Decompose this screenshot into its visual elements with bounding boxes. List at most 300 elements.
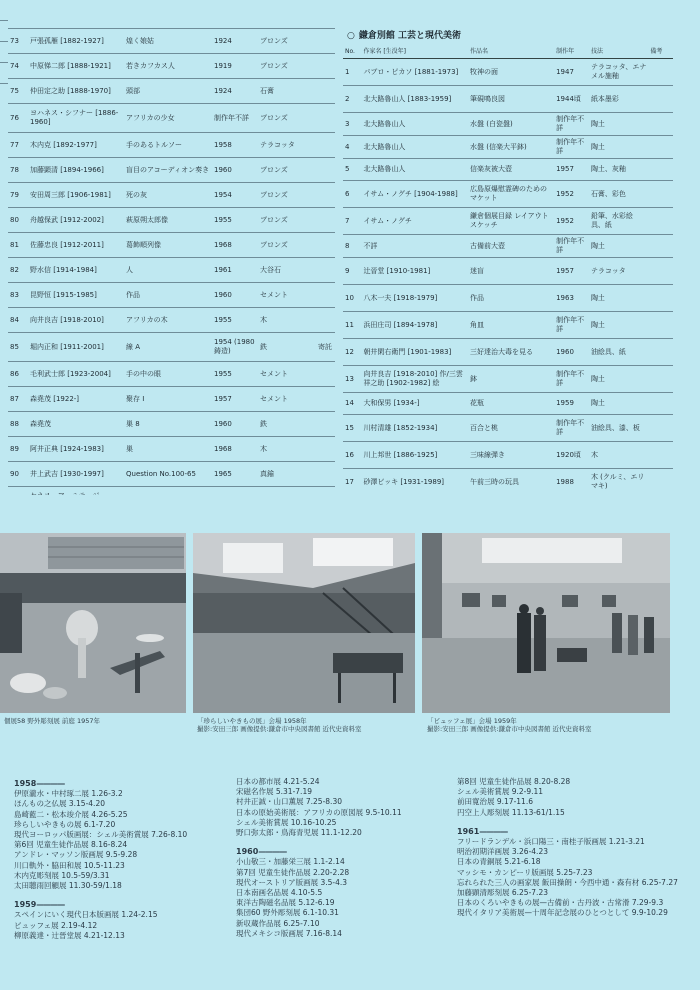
cell-no: 89 (8, 437, 28, 462)
cell-artist: 不詳 (361, 235, 468, 258)
cell-note (648, 136, 673, 159)
cell-year: 1955 (212, 308, 258, 333)
cell-title: 迷盲 (468, 258, 554, 285)
cell-title: 作品 (124, 283, 212, 308)
chronology-entry: 宋磁名作展 5.31-7.19 (236, 787, 312, 797)
cell-title: 若きカフカス人 (124, 54, 212, 79)
cell-note (648, 208, 673, 235)
table-row (8, 79, 335, 104)
cell-note (316, 387, 335, 412)
cell-medium: 石膏、彩色 (589, 181, 648, 208)
cell-title: 巣 (124, 437, 212, 462)
cell-year: 1954 (1980鋳造) (212, 333, 258, 362)
cell-no: 82 (8, 258, 28, 283)
cell-no: 90 (8, 462, 28, 487)
table-row (8, 158, 335, 183)
chronology-entry: 円空上人彫刻展 11.13-61/1.15 (457, 807, 565, 817)
cell-note (316, 79, 335, 104)
cell-medium: 陶土 (589, 393, 648, 415)
cell-medium: 陶土 (589, 366, 648, 393)
header-note: 備考 (648, 44, 673, 59)
photo-pottery-exhibit-hall (193, 533, 415, 713)
cell-note (648, 312, 673, 339)
cell-no: 80 (8, 208, 28, 233)
cell-artist: 大和保男 [1934-] (361, 393, 468, 415)
cell-artist: 戸張孤雁 [1882-1927] (28, 29, 124, 54)
cell-medium: セメント (258, 283, 316, 308)
chronology-year-label: 1958 (14, 779, 37, 788)
table-row (343, 113, 673, 136)
cell-artist: 野水信 [1914-1984] (28, 258, 124, 283)
chronology-entry: 第6回 児童生徒作品展 8.16-8.24 (14, 840, 128, 850)
cell-year: 1944頃 (554, 86, 589, 113)
cell-note (316, 437, 335, 462)
cell-note (316, 104, 335, 133)
cell-year: 制作年不詳 (554, 136, 589, 159)
cell-artist: 加藤顕清 [1894-1966] (28, 158, 124, 183)
cell-no: 9 (343, 258, 361, 285)
cell-medium: 陶土 (589, 235, 648, 258)
cell-no: 77 (8, 133, 28, 158)
chronology-entry: 現代メキシコ版画展 7.16-8.14 (236, 928, 342, 938)
table-row (8, 333, 335, 362)
cell-artist: 安田周三郎 [1906-1981] (28, 183, 124, 208)
caption-photo-2-credit: 撮影:安田三郎 画像提供:鎌倉市中央図書館 近代史資料室 (197, 725, 362, 733)
cell-artist: 中原悌二郎 [1888-1921] (28, 54, 124, 79)
chronology-entry: 村井正誠・山口薫展 7.25-8.30 (236, 797, 342, 807)
cell-note (316, 208, 335, 233)
cell-title: 頭部 (124, 79, 212, 104)
table-row (8, 258, 335, 283)
cell-medium: ブロンズ (258, 54, 316, 79)
cell-no: 14 (343, 393, 361, 415)
chronology-entry: 日本の青銅展 5.21-6.18 (457, 857, 541, 867)
chronology-entry: 加藤顕清彫刻展 6.25-7.23 (457, 888, 548, 898)
cell-no: 73 (8, 29, 28, 54)
cell-note (648, 258, 673, 285)
chronology-entry: 忘れられた三人の画家展 飯田操朗・今西中通・森有材 6.25-7.27 (457, 877, 678, 887)
chronology-entry: 現代オーストリア版画展 3.5-4.3 (236, 877, 348, 887)
table-row (343, 181, 673, 208)
chronology-entry: 木内克彫刻展 10.5-59/3.31 (14, 870, 110, 880)
cell-no: 86 (8, 362, 28, 387)
chronology-entry: 第7回 児童生徒作品展 2.20-2.28 (236, 867, 350, 877)
cell-no: 84 (8, 308, 28, 333)
cell-artist: 阿井正典 [1924-1983] (28, 437, 124, 462)
cell-artist: 朝井閑右衛門 [1901-1983] (361, 339, 468, 366)
cell-medium: テラコッタ (589, 258, 648, 285)
cell-year: 制作年不詳 (212, 104, 258, 133)
cell-year: 1952 (554, 208, 589, 235)
cell-year: 1955 (212, 362, 258, 387)
cell-artist: 川上邦世 [1886-1925] (361, 442, 468, 469)
cell-note (648, 59, 673, 86)
cell-title: 水盤 (信楽大平鉢) (468, 136, 554, 159)
table-row (343, 339, 673, 366)
cell-title: 死の灰 (124, 183, 212, 208)
chronology-entry: マッシモ・カンピーリ版画展 5.25-7.23 (457, 867, 593, 877)
cell-medium: 石膏 (258, 79, 316, 104)
table-row (343, 136, 673, 159)
cell-artist: ヨハネス・シフナー [1886-1960] (28, 104, 124, 133)
cell-title: 百合と桃 (468, 415, 554, 442)
cell-artist: 八木一夫 [1918-1979] (361, 285, 468, 312)
cell-no: 88 (8, 412, 28, 437)
cell-medium: 鉄 (258, 333, 316, 362)
table-row (8, 283, 335, 308)
cell-title: 聚存 I (124, 387, 212, 412)
cell-year: 1960 (212, 158, 258, 183)
sculpture-garden-image (0, 533, 186, 713)
chronology-entry: シェル美術賞展 9.2-9.11 (457, 787, 544, 797)
chronology-year (457, 827, 697, 837)
pottery-exhibit-image (193, 533, 415, 713)
chronology-entry: 日本の都市展 4.21-5.24 (236, 777, 320, 786)
cell-title: 三好達治大毒を見る (468, 339, 554, 366)
table-row (8, 437, 335, 462)
cell-year: 制作年不詳 (554, 113, 589, 136)
cell-medium: ブロンズ (258, 158, 316, 183)
chronology-year-rule: ———— (479, 826, 508, 836)
cell-no: 1 (343, 59, 361, 86)
bullet-circle: ○ (347, 31, 355, 41)
photo-section (0, 495, 700, 990)
cell-artist: 北大路魯山人 (361, 136, 468, 159)
cell-note (648, 339, 673, 366)
cell-artist: 堀内正和 [1911-2001] (28, 333, 124, 362)
cell-medium: 紙本墨彩 (589, 86, 648, 113)
sculpture-catalog-panel (8, 28, 335, 490)
chronology-year-label: 1959 (14, 900, 37, 910)
chronology-entry: シェル美術賞展 10.16-10.25 (236, 817, 337, 827)
cell-medium: 真鍮 (258, 462, 316, 487)
cell-no: 85 (8, 333, 28, 362)
cell-year: 1963 (554, 285, 589, 312)
table-row (8, 104, 335, 133)
cell-artist: 井上武吉 [1930-1997] (28, 462, 124, 487)
chronology-spacer (14, 941, 219, 948)
chronology-entry: 明治初期洋画展 3.26-4.23 (457, 847, 548, 857)
table-row (8, 308, 335, 333)
cell-artist: 毛利武士郎 [1923-2004] (28, 362, 124, 387)
cell-title: 筆硯鳴良図 (468, 86, 554, 113)
cell-medium: ブロンズ (258, 208, 316, 233)
chronology-year (236, 847, 456, 857)
cell-title: 鉢 (468, 366, 554, 393)
cell-title: アフリカの木 (124, 308, 212, 333)
cell-artist: パブロ・ピカソ [1881-1973] (361, 59, 468, 86)
caption-photo-1: 個展58 野外彫刻展 前庭 1957年 (4, 717, 101, 725)
chronology-year (14, 779, 219, 789)
cell-note (316, 283, 335, 308)
table-row (8, 183, 335, 208)
cell-artist: 浜田庄司 [1894-1978] (361, 312, 468, 339)
cell-medium: ブロンズ (258, 29, 316, 54)
cell-medium: テラコッタ (258, 133, 316, 158)
photo-buffet-exhibit-hall (422, 533, 670, 713)
cell-title: 古備前大壺 (468, 235, 554, 258)
table-row (8, 29, 335, 54)
cell-title: 葛飾順列像 (124, 233, 212, 258)
cell-no: 5 (343, 159, 361, 181)
caption-photo-3-title: 「ビュッフェ展」会場 1959年 (427, 717, 517, 725)
cell-note (648, 442, 673, 469)
cell-title: Question No.100-65 (124, 462, 212, 487)
table-row (343, 258, 673, 285)
cell-note (648, 86, 673, 113)
table-header-row (343, 44, 673, 59)
cell-note (648, 415, 673, 442)
cell-year: 1955 (212, 208, 258, 233)
chronology-entry: 太田聴雨回顧展 11.30-59/1.18 (14, 881, 122, 891)
chronology-entry: 川口軌外・脇田和展 10.5-11.23 (14, 860, 125, 870)
table-row (8, 133, 335, 158)
chronology-column-2 (236, 777, 456, 946)
photo-sculpture-garden (0, 533, 186, 713)
cell-title: 角皿 (468, 312, 554, 339)
cell-year: 1961 (212, 258, 258, 283)
cell-medium: 陶土 (589, 113, 648, 136)
chronology-year-rule: ———— (36, 779, 65, 788)
chronology-spacer (236, 838, 456, 845)
chronology-entry: 柳原義達・辻晉堂展 4.21-12.13 (14, 930, 125, 940)
cell-note (648, 469, 673, 496)
cell-title: 鎌倉個展目録 レイアウトスケッチ (468, 208, 554, 235)
cell-year: 1957 (554, 159, 589, 181)
table-row (8, 387, 335, 412)
header-artist: 作家名 [生没年] (361, 44, 468, 59)
cell-title: 広島原爆慰霊碑のためのマケット (468, 181, 554, 208)
cell-year: 1958 (212, 133, 258, 158)
cell-title: 煌く娘姑 (124, 29, 212, 54)
cell-year: 1960 (212, 283, 258, 308)
cell-year: 1957 (554, 258, 589, 285)
cell-artist: 北大路魯山人 (361, 113, 468, 136)
cell-medium: 木 (258, 437, 316, 462)
cell-year: 制作年不詳 (554, 366, 589, 393)
chronology-entry: 東洋古陶磁名品展 5.12-6.19 (236, 898, 335, 908)
buffet-exhibit-image (422, 533, 670, 713)
cell-artist: 砂澤ビッキ [1931-1989] (361, 469, 468, 496)
cell-note (648, 366, 673, 393)
chronology-entry: 日本の原始美術展：アフリカの原図展 9.5-10.11 (236, 807, 402, 817)
cell-medium: セメント (258, 362, 316, 387)
table-row (343, 469, 673, 496)
table-row (8, 462, 335, 487)
crafts-catalog-panel (343, 28, 673, 490)
cell-no: 74 (8, 54, 28, 79)
cell-title: アフリカの少女 (124, 104, 212, 133)
cell-note (316, 158, 335, 183)
cell-medium: 鉄 (258, 412, 316, 437)
caption-photo-2-title: 「珍らしいやきもの展」会場 1958年 (197, 717, 307, 725)
cell-artist: 川村清雄 [1852-1934] (361, 415, 468, 442)
table-row (343, 312, 673, 339)
chronology-entry: 日本のくろいやきもの展—古備前・古丹波・古常滑 7.29-9.3 (457, 898, 664, 908)
cell-artist: 佐藤忠良 [1912-2011] (28, 233, 124, 258)
cell-year: 1965 (212, 462, 258, 487)
chronology-spacer (236, 939, 456, 946)
cell-no: 2 (343, 86, 361, 113)
cell-artist: 舟越保武 [1912-2002] (28, 208, 124, 233)
cell-artist: イサム・ノグチ [1904-1988] (361, 181, 468, 208)
chronology-year-rule: ———— (36, 900, 65, 910)
cell-year: 1952 (554, 181, 589, 208)
cell-note (648, 181, 673, 208)
table-row (343, 59, 673, 86)
caption-photo-3-credit: 撮影:安田三郎 画像提供:鎌倉市中央図書館 近代史資料室 (427, 725, 592, 733)
cell-artist: 仲田定之助 [1888-1970] (28, 79, 124, 104)
cell-title: 萩原朔太郎像 (124, 208, 212, 233)
chronology-entry: ビュッフェ展 2.19-4.12 (14, 920, 98, 930)
table-row (343, 86, 673, 113)
cell-no: 15 (343, 415, 361, 442)
cell-artist: 木内克 [1892-1977] (28, 133, 124, 158)
cell-medium: 木 (589, 442, 648, 469)
header-title: 作品名 (468, 44, 554, 59)
cell-note (648, 285, 673, 312)
chronology-entry: ほんもの之仏展 3.15-4.20 (14, 799, 105, 809)
chronology-entry: 現代ヨーロッパ版画展：シェル美術賞展 7.26-8.10 (14, 830, 188, 840)
adjacent-page-edge (0, 0, 8, 462)
cell-medium: 陶土 (589, 312, 648, 339)
caption-photo-2 (197, 717, 362, 733)
cell-artist: 森堯茂 (28, 412, 124, 437)
cell-medium: セメント (258, 387, 316, 412)
chronology-entry: 日本南画名品展 4.10-5.5 (236, 888, 323, 898)
chronology-year-label: 1961 (457, 826, 480, 836)
chronology-entry: 島崎藍二・松本竣介展 4.26-5.25 (14, 809, 128, 819)
cell-title: 三味線弾き (468, 442, 554, 469)
cell-title: 信楽灰被大壺 (468, 159, 554, 181)
cell-title: 水盤 (白瓷盤) (468, 113, 554, 136)
cell-no: 12 (343, 339, 361, 366)
cell-year: 1919 (212, 54, 258, 79)
cell-artist: 辻晉堂 [1910-1981] (361, 258, 468, 285)
chronology-entry: 珍らしいやきもの展 6.1-7.20 (14, 819, 116, 829)
cell-note (316, 258, 335, 283)
cell-year: 1954 (212, 183, 258, 208)
table-row (343, 235, 673, 258)
cell-note (648, 235, 673, 258)
header-year: 制作年 (554, 44, 589, 59)
cell-no: 11 (343, 312, 361, 339)
cell-year: 1960 (212, 412, 258, 437)
cell-medium: 大谷石 (258, 258, 316, 283)
chronology-year-label: 1960 (236, 847, 259, 857)
table-row (343, 208, 673, 235)
cell-year: 制作年不詳 (554, 235, 589, 258)
cell-year: 制作年不詳 (554, 415, 589, 442)
crafts-catalog-table (343, 44, 673, 496)
cell-title: 人 (124, 258, 212, 283)
cell-no: 13 (343, 366, 361, 393)
cell-artist: 向井良吉 [1918-2010] (28, 308, 124, 333)
cell-no: 83 (8, 283, 28, 308)
cell-no: 87 (8, 387, 28, 412)
cell-note (316, 308, 335, 333)
cell-medium: 木 (258, 308, 316, 333)
cell-medium: テラコッタ、エナメル施釉 (589, 59, 648, 86)
cell-year: 1920頃 (554, 442, 589, 469)
chronology-entry: 野口弥太郎・鳥海青児展 11.1-12.20 (236, 828, 362, 838)
cell-no: 78 (8, 158, 28, 183)
sculpture-catalog-table (8, 29, 335, 573)
chronology-spacer (14, 891, 219, 898)
cell-note (648, 393, 673, 415)
cell-note (316, 462, 335, 487)
cell-artist: 北大路魯山人 [1883-1959] (361, 86, 468, 113)
cell-no: 16 (343, 442, 361, 469)
cell-year: 1968 (212, 233, 258, 258)
cell-title: 作品 (468, 285, 554, 312)
cell-medium: ブロンズ (258, 233, 316, 258)
cell-no: 6 (343, 181, 361, 208)
cell-artist: イサム・ノグチ (361, 208, 468, 235)
chronology-column-1 (14, 777, 219, 948)
cell-title: 午前三時の玩具 (468, 469, 554, 496)
cell-title: 手の中の眼 (124, 362, 212, 387)
chronology-spacer (457, 919, 697, 926)
chronology-year (14, 900, 219, 910)
cell-year: 1924 (212, 29, 258, 54)
cell-no: 7 (343, 208, 361, 235)
cell-no: 79 (8, 183, 28, 208)
table-row (8, 54, 335, 79)
cell-artist: 昆野恒 [1915-1985] (28, 283, 124, 308)
cell-medium: 陶土 (589, 136, 648, 159)
table-row (8, 233, 335, 258)
chronology-entry: アンドレ・マッソン版画展 9.5-9.28 (14, 850, 138, 860)
cell-year: 1959 (554, 393, 589, 415)
section-heading (343, 28, 673, 44)
cell-note (316, 412, 335, 437)
cell-no: 3 (343, 113, 361, 136)
table-row (343, 415, 673, 442)
cell-year: 1947 (554, 59, 589, 86)
chronology-entry: フリードランデル・浜口陽三・南桂子版画展 1.21-3.21 (457, 837, 645, 847)
chronology-entry: 第8回 児童生徒作品展 8.20-8.28 (457, 777, 571, 786)
cell-title: 花瓶 (468, 393, 554, 415)
table-row (343, 285, 673, 312)
cell-medium: 陶土 (589, 285, 648, 312)
cell-year: 1957 (212, 387, 258, 412)
header-medium: 技法 (589, 44, 648, 59)
cell-note (316, 29, 335, 54)
chronology-year-rule: ———— (258, 847, 287, 857)
cell-note: 寄託 (316, 333, 335, 362)
cell-note (316, 183, 335, 208)
cell-title: 巣 8 (124, 412, 212, 437)
table-row (8, 412, 335, 437)
cell-no: 8 (343, 235, 361, 258)
cell-year: 制作年不詳 (554, 312, 589, 339)
chronology-entry: 伊原瀧水・中村琢二展 1.26-3.2 (14, 789, 123, 799)
caption-photo-3 (427, 717, 592, 733)
cell-medium: 油絵具、紙 (589, 339, 648, 366)
cell-artist: 向井良吉 [1918-2010] 作/三雲祥之助 [1902-1982] 絵 (361, 366, 468, 393)
header-no: No. (343, 44, 361, 59)
chronology-spacer (457, 818, 697, 825)
table-row (343, 442, 673, 469)
chronology-entry: 現代イタリア美術展—十周年記念展のひとつとして 9.9-10.29 (457, 908, 668, 918)
cell-title: 手のあるトルソー (124, 133, 212, 158)
cell-year: 1924 (212, 79, 258, 104)
cell-no: 17 (343, 469, 361, 496)
cell-note (648, 159, 673, 181)
chronology-entry: スペインにいく現代日本版画展 1.24-2.15 (14, 910, 158, 920)
cell-title: 線 A (124, 333, 212, 362)
